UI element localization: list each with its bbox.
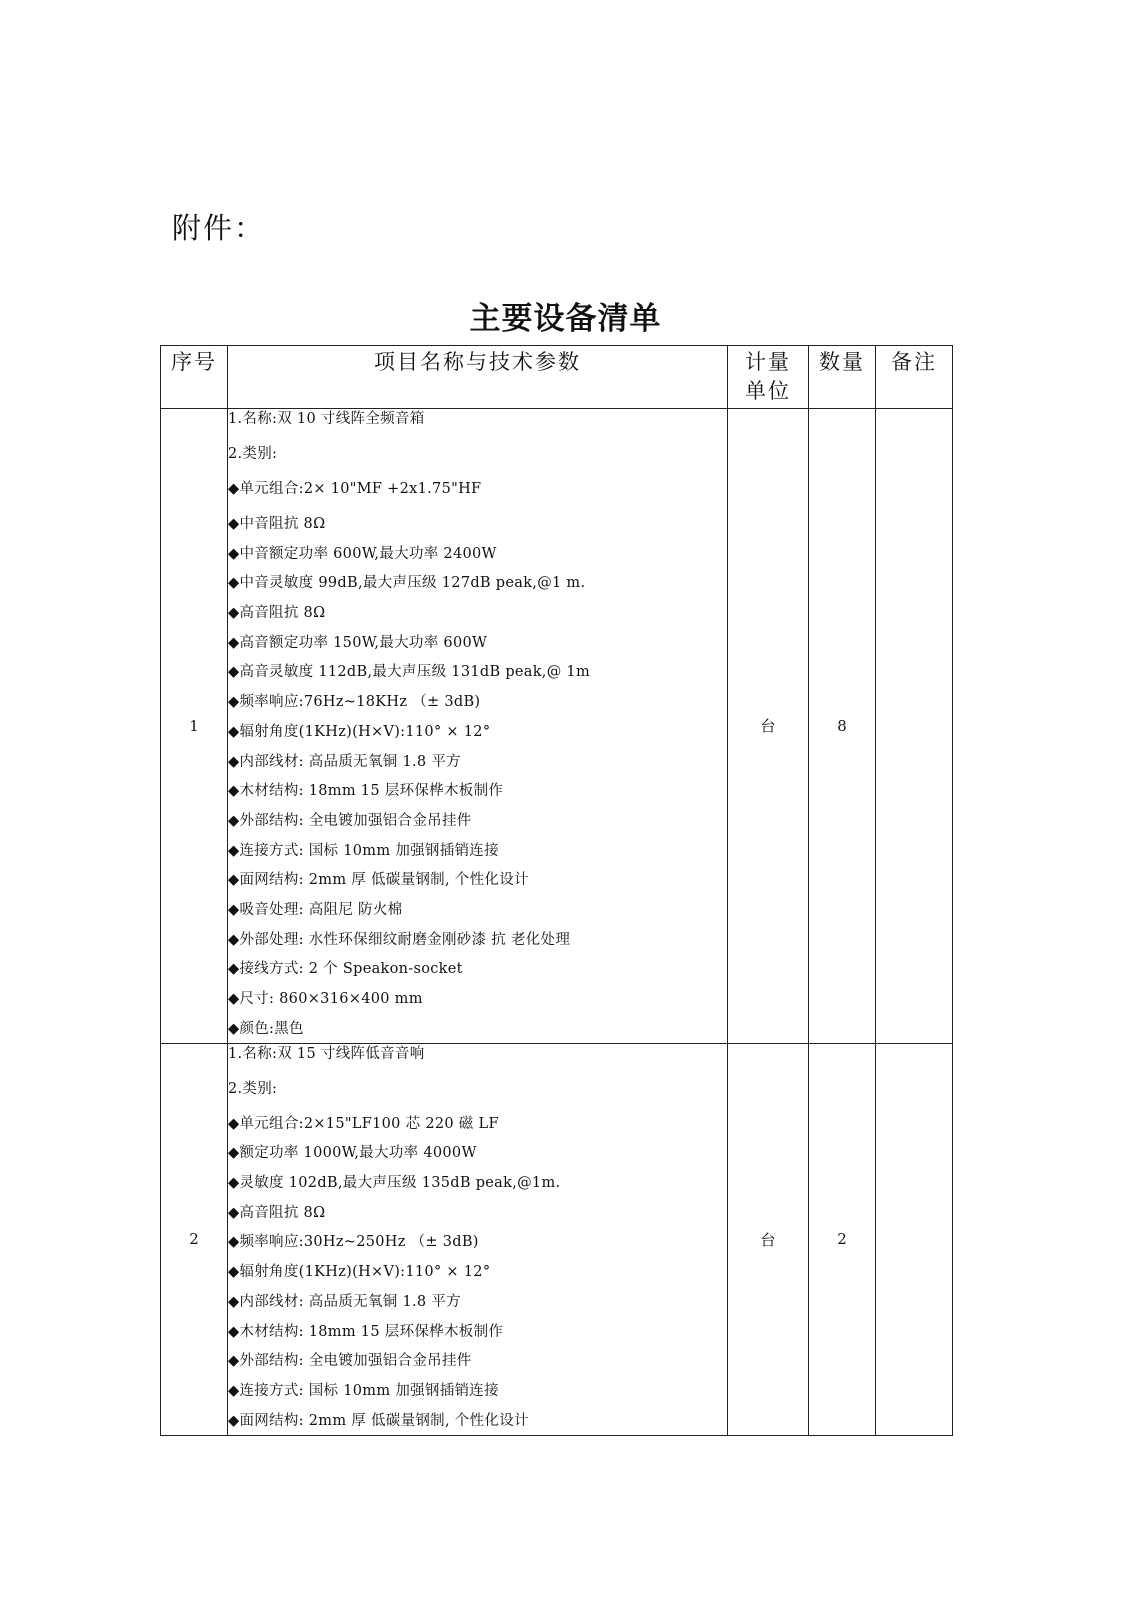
row-number: 2: [161, 1043, 228, 1435]
param-line: ◆辐射角度(1KHz)(H×V):110° × 12°: [228, 723, 491, 740]
param-line: ◆接线方式: 2 个 Speakon-socket: [228, 961, 463, 978]
param-line: ◆连接方式: 国标 10mm 加强钢插销连接: [228, 1382, 499, 1399]
param-line: ◆辐射角度(1KHz)(H×V):110° × 12°: [228, 1264, 491, 1281]
param-line: ◆吸音处理: 高阻尼 防火棉: [228, 901, 403, 918]
column-header-unit: [728, 346, 809, 409]
param-line: 1.名称:双 15 寸线阵低音音响: [228, 1045, 425, 1062]
table-row: [161, 409, 953, 1044]
param-line: 2.类别:: [228, 446, 278, 462]
param-line: ◆高音阻抗 8Ω: [228, 605, 326, 622]
column-header-item: 项目名称与技术参数: [228, 346, 728, 409]
param-line: ◆频率响应:30Hz~250Hz （± 3dB): [228, 1234, 479, 1251]
param-line: ◆面网结构: 2mm 厚 低碳量钢制, 个性化设计: [228, 872, 529, 889]
param-line: ◆频率响应:76Hz~18KHz （± 3dB): [228, 694, 481, 711]
param-line: ◆内部线材: 高品质无氧铜 1.8 平方: [228, 753, 461, 770]
remark-cell: [876, 409, 953, 1044]
param-line: ◆高音灵敏度 112dB,最大声压级 131dB peak,@ 1m: [228, 664, 591, 681]
item-params: [228, 1043, 728, 1435]
item-params: [228, 409, 728, 1044]
attachment-label: 附件：: [172, 211, 266, 245]
param-line: ◆外部结构: 全电镀加强铝合金吊挂件: [228, 1353, 472, 1370]
column-header-unit-text: 计量单位: [745, 350, 791, 403]
param-line: ◆中音灵敏度 99dB,最大声压级 127dB peak,@1 m.: [228, 575, 586, 592]
param-line: ◆内部线材: 高品质无氧铜 1.8 平方: [228, 1293, 461, 1310]
column-header-remark: 备注: [876, 346, 953, 409]
param-line: ◆单元组合:2× 10"MF +2x1.75"HF: [228, 481, 482, 497]
page-title: 主要设备清单: [469, 301, 662, 337]
quantity-cell: 2: [809, 1043, 876, 1435]
param-line: ◆连接方式: 国标 10mm 加强钢插销连接: [228, 842, 499, 859]
param-line: ◆颜色:黑色: [228, 1020, 304, 1037]
param-line: ◆木材结构: 18mm 15 层环保桦木板制作: [228, 1323, 504, 1340]
param-line: ◆高音阻抗 8Ω: [228, 1204, 326, 1221]
unit-cell: 台: [728, 409, 809, 1044]
param-line: ◆面网结构: 2mm 厚 低碳量钢制, 个性化设计: [228, 1412, 529, 1429]
row-number: 1: [161, 409, 228, 1044]
param-line: ◆中音阻抗 8Ω: [228, 516, 326, 532]
table-row: [161, 1043, 953, 1435]
quantity-cell: 8: [809, 409, 876, 1044]
param-line: ◆外部处理: 水性环保细纹耐磨金刚砂漆 抗 老化处理: [228, 931, 571, 948]
param-line: 2.类别:: [228, 1080, 278, 1097]
param-line: ◆单元组合:2×15"LF100 芯 220 磁 LF: [228, 1115, 499, 1132]
param-line: ◆高音额定功率 150W,最大功率 600W: [228, 634, 488, 651]
param-line: ◆灵敏度 102dB,最大声压级 135dB peak,@1m.: [228, 1175, 561, 1192]
param-line: ◆额定功率 1000W,最大功率 4000W: [228, 1145, 477, 1162]
remark-cell: [876, 1043, 953, 1435]
column-header-qty: 数量: [809, 346, 876, 409]
unit-cell: 台: [728, 1043, 809, 1435]
equipment-table: [160, 345, 953, 1436]
column-header-no: 序号: [161, 346, 228, 409]
param-line: ◆木材结构: 18mm 15 层环保桦木板制作: [228, 783, 504, 800]
param-line: 1.名称:双 10 寸线阵全频音箱: [228, 411, 425, 427]
table-header-row: [161, 346, 953, 409]
param-line: ◆中音额定功率 600W,最大功率 2400W: [228, 545, 497, 562]
param-line: ◆尺寸: 860×316×400 mm: [228, 991, 423, 1007]
param-line: ◆外部结构: 全电镀加强铝合金吊挂件: [228, 812, 472, 829]
